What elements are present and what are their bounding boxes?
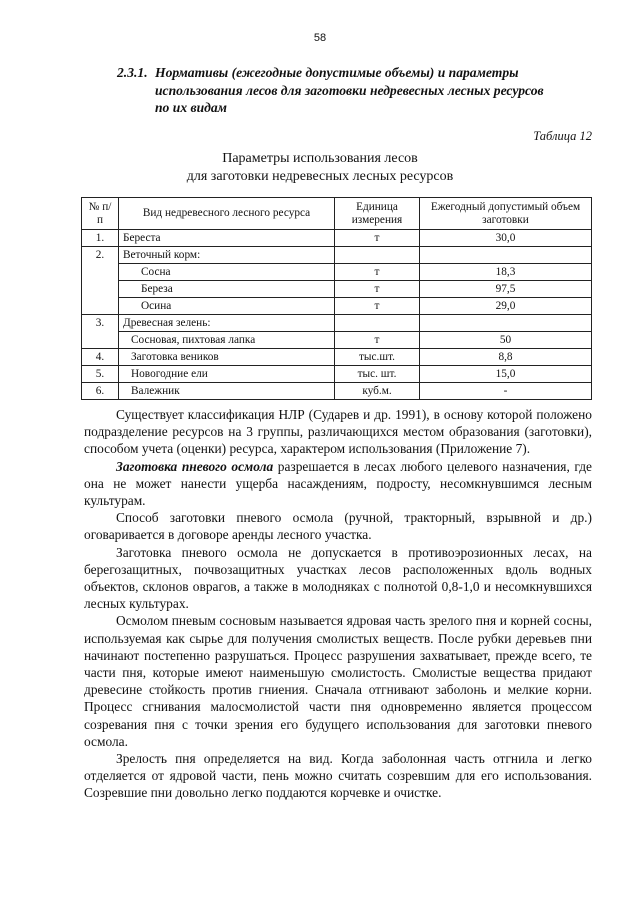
cell-unit: куб.м. <box>335 383 420 400</box>
cell-unit <box>335 247 420 264</box>
cell-unit: т <box>335 264 420 281</box>
cell-volume: - <box>420 383 592 400</box>
cell-name: Осина <box>119 298 335 315</box>
table-row <box>82 315 592 332</box>
paragraph-stump-resin <box>84 458 592 510</box>
paragraph-classification: Существует классификация НЛР (Сударев и др. 1991), в основу которой положено подразделение ресурсов на 3 группы, различающихся местом образования (заготовки), способом учета (оценки) ресурса, характером использования (Приложение 7). <box>84 407 592 457</box>
table-row <box>82 281 592 298</box>
cell-volume <box>420 247 592 264</box>
cell-volume: 97,5 <box>420 281 592 298</box>
header-unit: Единица измерения <box>335 198 420 230</box>
table-header-row <box>82 198 592 230</box>
paragraph-method: Способ заготовки пневого осмола (ручной, тракторный, взрывной и др.) оговаривается в договоре аренды лесного участка. <box>84 510 592 543</box>
header-num: № п/п <box>82 198 119 230</box>
cell-num: 5. <box>82 366 119 383</box>
section-title-line-1: Нормативы (ежегодные допустимые объемы) и параметры <box>155 65 519 80</box>
section-number: 2.3.1. <box>117 65 148 80</box>
cell-name: Береза <box>119 281 335 298</box>
section-title-line-2: использования лесов для заготовки недревесных лесных ресурсов <box>155 82 544 98</box>
table-row <box>82 383 592 400</box>
cell-name: Заготовка веников <box>119 349 335 366</box>
body-text <box>84 406 592 802</box>
section-title-line-3: по их видам <box>155 100 227 115</box>
cell-num: 6. <box>82 383 119 400</box>
cell-num: 1. <box>82 230 119 247</box>
cell-volume: 8,8 <box>420 349 592 366</box>
table-row <box>82 230 592 247</box>
table-title-line-2: для заготовки недревесных лесных ресурсов <box>186 168 454 184</box>
cell-unit: т <box>335 332 420 349</box>
table-row <box>82 349 592 366</box>
paragraph-maturity: Зрелость пня определяется на вид. Когда заболонная часть отгнила и легко отделяется от ядровой части, пень можно считать созревшим для его использования. Созревшие пни довольно легко поддаются корчевке и очистке. <box>84 751 592 801</box>
cell-volume <box>420 315 592 332</box>
paragraph-definition: Осмолом пневым сосновым называется ядровая часть зрелого пня и корней сосны, используемая как сырье для получения смолистых веществ. После рубки деревьев пни начинают постепенно разрушаться. Процесс разрушения захватывает, прежде всего, те части пня, которые имеют наименьшую смолистость. Смолистые вещества придают древесине стойкость против гниения. Сначала отгнивают заболонь и мелкие корни. Процесс сгнивания малосмолистой части пня одновременно является процессом созревания пня с точки зрения его будущего использования для заготовки пневого осмола. <box>84 613 592 749</box>
cell-unit: тыс.шт. <box>335 349 420 366</box>
paragraph-stump-resin-text: разрешается в лесах любого целевого назначения, где она не может нанести ущерба насаждениям, подросту, несомкнувшимся лесным культурам. <box>84 458 592 509</box>
cell-name: Сосна <box>119 264 335 281</box>
cell-name: Древесная зелень: <box>119 315 335 332</box>
table-title-line-1: Параметры использования лесов <box>222 151 418 166</box>
cell-volume: 50 <box>420 332 592 349</box>
table-row <box>82 264 592 281</box>
cell-unit <box>335 315 420 332</box>
parameters-table <box>81 197 592 400</box>
cell-num: 2. <box>82 247 119 315</box>
table-label: Таблица 12 <box>533 129 592 143</box>
header-name: Вид недревесного лесного ресурса <box>119 198 335 230</box>
cell-volume: 30,0 <box>420 230 592 247</box>
table-row <box>82 247 592 264</box>
cell-num: 3. <box>82 315 119 349</box>
cell-name: Новогодние ели <box>119 366 335 383</box>
cell-volume: 18,3 <box>420 264 592 281</box>
paragraph-restrictions: Заготовка пневого осмола не допускается в противоэрозионных лесах, на берегозащитных, почвозащитных участках лесов расположенных вдоль водных объектов, склонов оврагов, а также в молодняках с полнотой 0,8-1,0 и несомкнувшихся лесных культурах. <box>84 544 592 612</box>
cell-unit: т <box>335 298 420 315</box>
page-number: 58 <box>313 32 327 44</box>
cell-name: Сосновая, пихтовая лапка <box>119 332 335 349</box>
header-volume: Ежегодный допустимый объем заготовки <box>420 198 592 230</box>
cell-name: Валежник <box>119 383 335 400</box>
cell-unit: т <box>335 230 420 247</box>
cell-volume: 29,0 <box>420 298 592 315</box>
table-row <box>82 298 592 315</box>
table-row <box>82 366 592 383</box>
cell-unit: тыс. шт. <box>335 366 420 383</box>
cell-unit: т <box>335 281 420 298</box>
section-heading <box>117 64 597 117</box>
cell-volume: 15,0 <box>420 366 592 383</box>
table-title <box>0 150 640 185</box>
table-row <box>82 332 592 349</box>
cell-name: Береста <box>119 230 335 247</box>
term-stump-resin: Заготовка пневого осмола <box>116 458 274 474</box>
cell-name: Веточный корм: <box>119 247 335 264</box>
cell-num: 4. <box>82 349 119 366</box>
